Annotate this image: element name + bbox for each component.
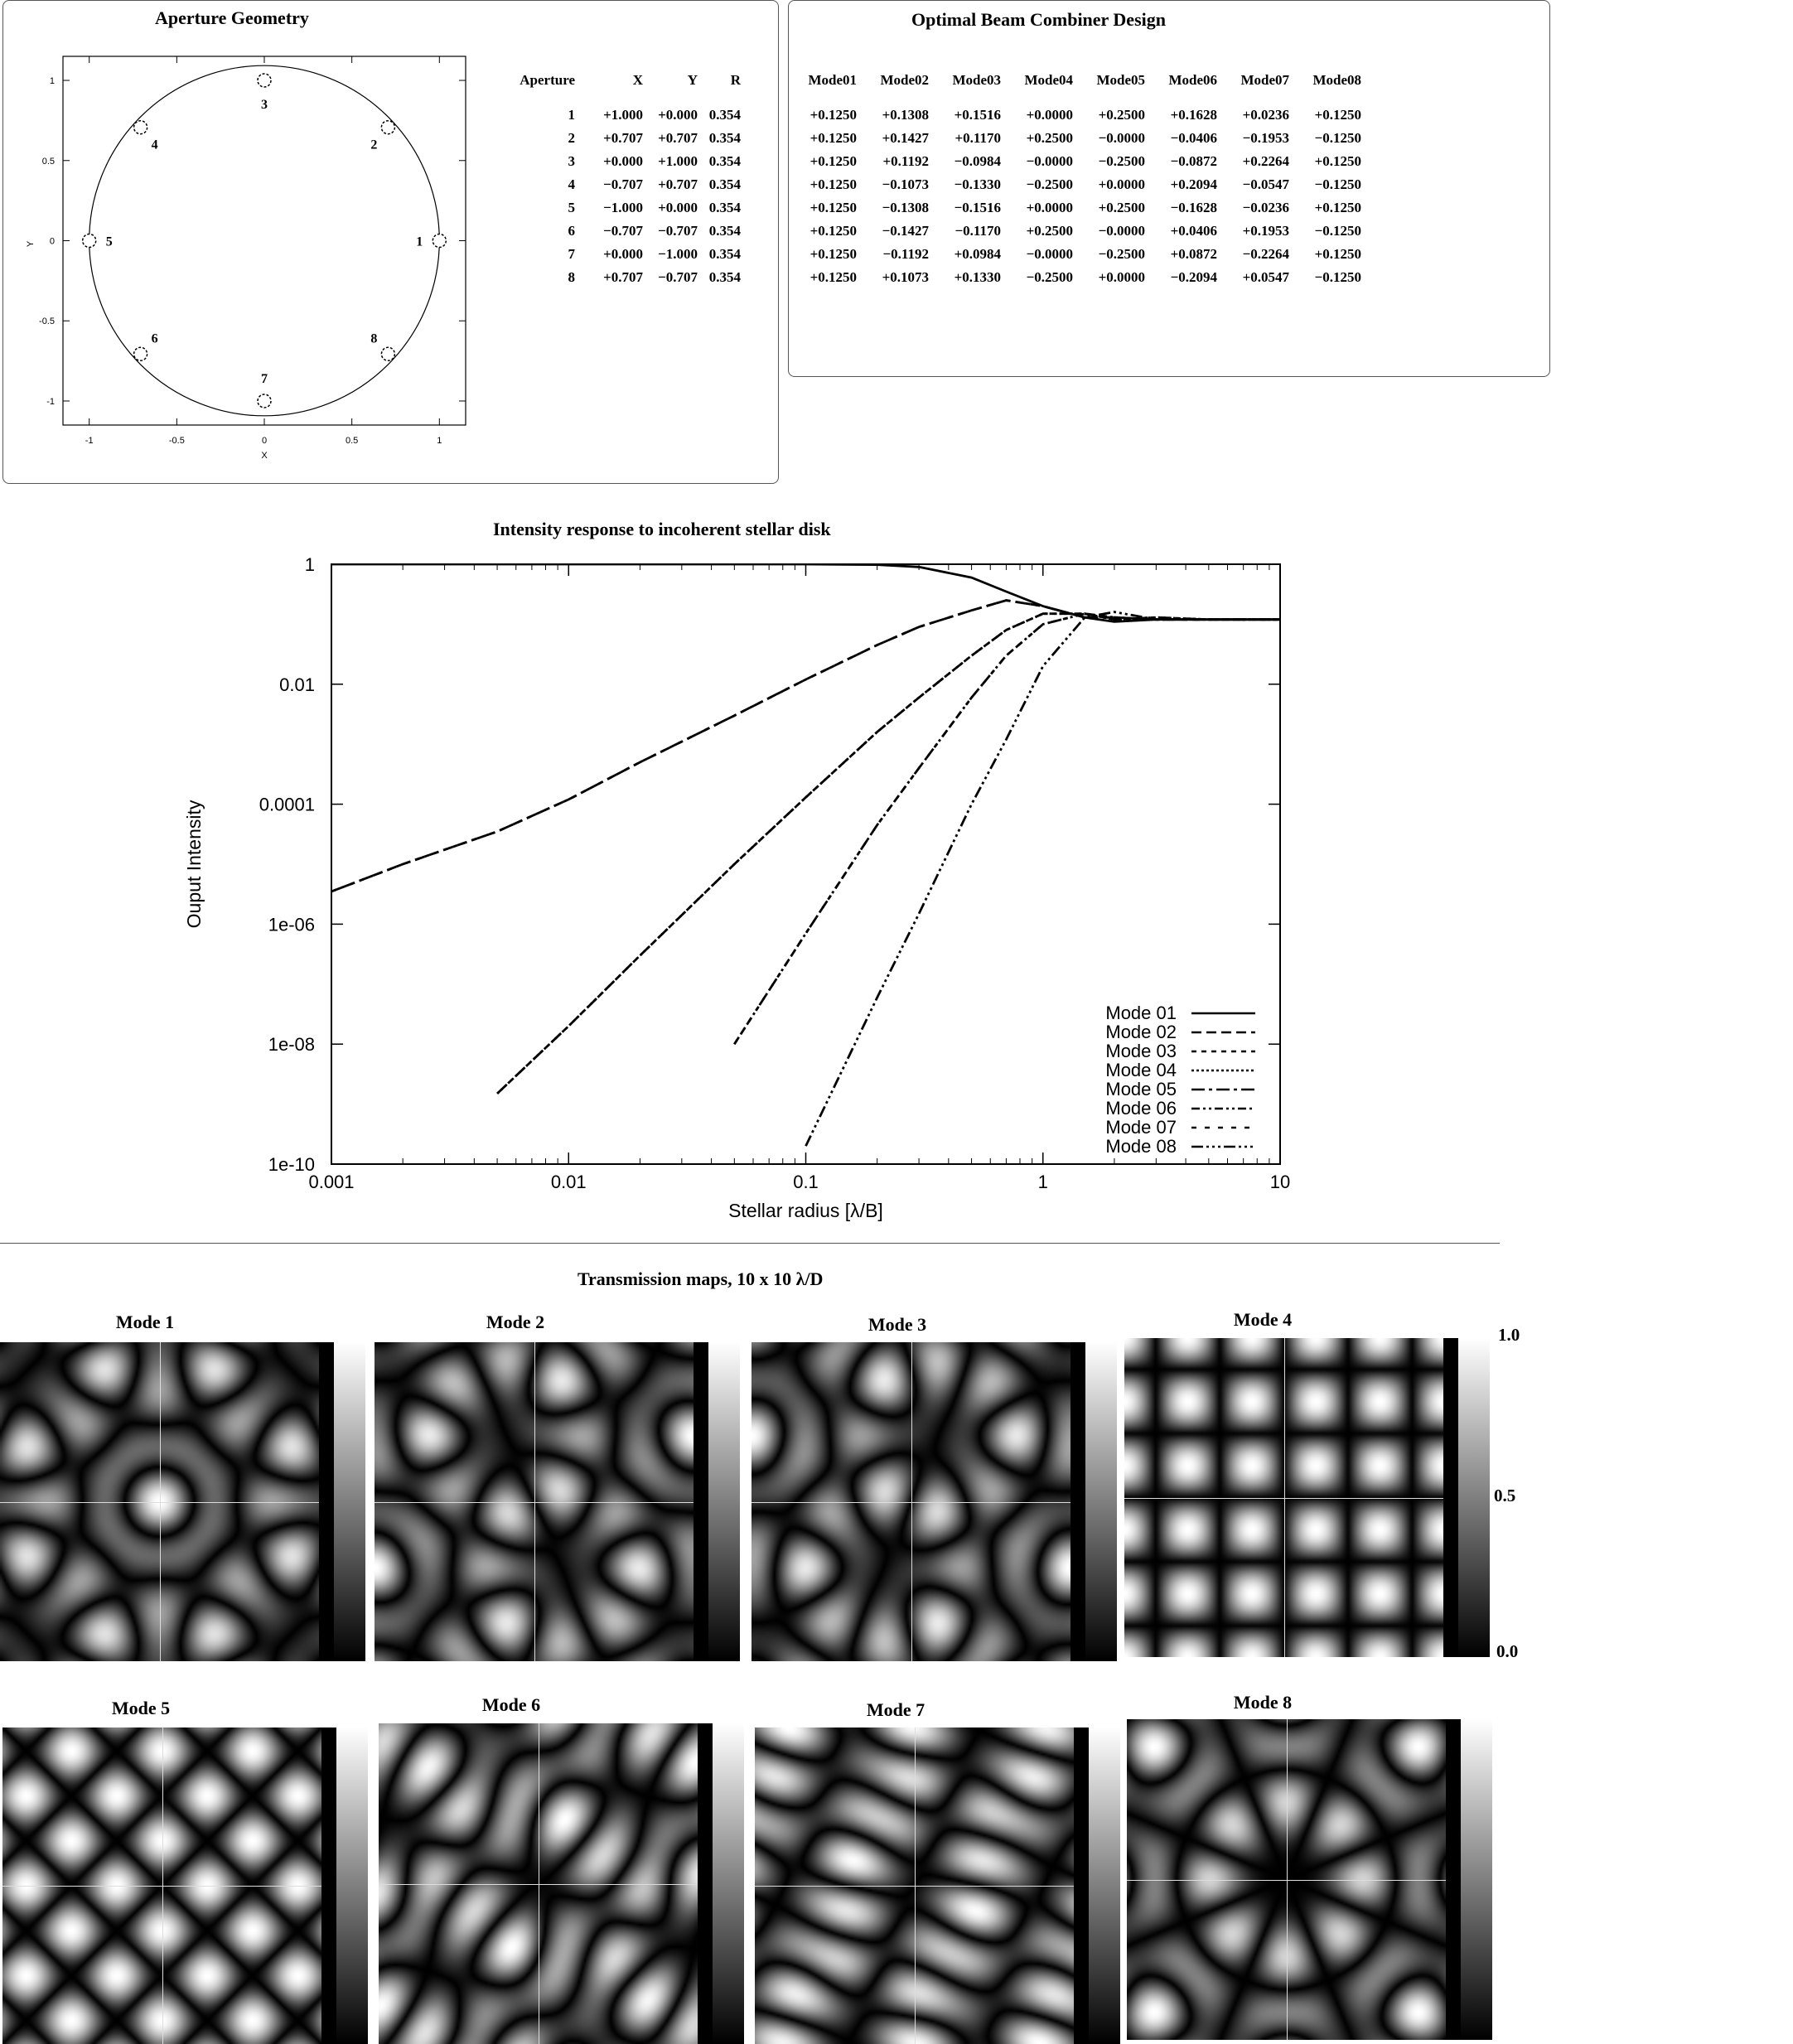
- combiner-table-header-0: Mode01: [808, 72, 857, 88]
- colorbar-edge: [1074, 1727, 1089, 2044]
- combiner-table-cell: +0.1192: [882, 153, 929, 169]
- table-row: [509, 127, 741, 150]
- map-crosshair-v: [534, 1342, 535, 1661]
- aperture-table-cell: −1.000: [603, 200, 643, 215]
- map-crosshair-v: [915, 1727, 916, 2044]
- combiner-table-cell: −0.1192: [882, 246, 929, 262]
- aperture-ring: [89, 65, 440, 416]
- combiner-table-cell: −0.1516: [954, 200, 1001, 215]
- combiner-table-cell: +0.2500: [1098, 107, 1145, 123]
- combiner-table-cell: −0.2500: [1026, 176, 1073, 192]
- aperture-table: [509, 72, 741, 289]
- combiner-table-header-1: Mode02: [880, 72, 929, 88]
- legend-label-mode-08: Mode 08: [1105, 1136, 1177, 1157]
- aperture-1-label: 1: [416, 234, 423, 249]
- combiner-panel-title: Optimal Beam Combiner Design: [911, 9, 1166, 30]
- colorbar: [1089, 1727, 1120, 2044]
- table-row: [509, 266, 741, 289]
- table-row: [795, 173, 1361, 196]
- aperture-table-cell: −0.707: [658, 269, 698, 285]
- combiner-table-cell: +0.2500: [1026, 130, 1073, 146]
- chart-xtick-label: 1: [1037, 1172, 1048, 1192]
- table-row: [795, 266, 1361, 289]
- aperture-4-label: 4: [151, 138, 158, 152]
- chart-ylabel: Ouput Intensity: [183, 800, 205, 929]
- combiner-panel: [788, 0, 1550, 377]
- colorbar-label-min: 0.0: [1496, 1641, 1519, 1661]
- chart-ytick-label: 0.0001: [259, 794, 315, 815]
- aperture-8-marker: [381, 347, 394, 360]
- map-title-mode-4: Mode 4: [1233, 1309, 1293, 1330]
- combiner-table-cell: −0.0984: [954, 153, 1001, 169]
- aperture-table-cell: −0.707: [603, 176, 643, 192]
- combiner-table-cell: −0.1308: [882, 200, 929, 215]
- table-row: [795, 220, 1361, 243]
- aperture-xtick-label: 1: [437, 436, 442, 446]
- map-crosshair-v: [162, 1727, 163, 2044]
- transmission-map-mode-1: [0, 1342, 319, 1661]
- combiner-table-cell: −0.1427: [882, 223, 929, 239]
- chart-ytick-label: 1e-06: [268, 914, 315, 935]
- combiner-table-cell: −0.0236: [1242, 200, 1289, 215]
- aperture-ytick-label: 1: [49, 76, 55, 87]
- table-row: [509, 243, 741, 266]
- aperture-1-marker: [433, 234, 446, 248]
- combiner-table-cell: +0.1427: [882, 130, 929, 146]
- combiner-table-cell: +0.1250: [810, 223, 857, 239]
- aperture-2-marker: [381, 121, 394, 134]
- combiner-table-cell: +0.0872: [1170, 246, 1217, 262]
- colorbar: [1458, 1338, 1490, 1657]
- colorbar-label-max: 1.0: [1498, 1325, 1520, 1345]
- aperture-table-cell: 0.354: [708, 223, 741, 239]
- aperture-table-cell: −0.707: [658, 223, 698, 239]
- colorbar-edge: [319, 1342, 334, 1661]
- transmission-map-mode-6: [379, 1723, 698, 2044]
- series-line-mode-03: [331, 601, 1280, 892]
- legend-label-mode-06: Mode 06: [1105, 1098, 1177, 1119]
- legend-label-mode-02: Mode 02: [1105, 1022, 1177, 1042]
- aperture-7-marker: [258, 394, 271, 408]
- aperture-5-label: 5: [105, 234, 113, 249]
- aperture-table-header-1: X: [632, 72, 643, 88]
- combiner-table-cell: +0.0000: [1026, 107, 1073, 123]
- colorbar-edge: [694, 1342, 708, 1661]
- colorbar: [1461, 1719, 1492, 2040]
- combiner-table-cell: +0.1250: [810, 107, 857, 123]
- table-row: [795, 243, 1361, 266]
- combiner-table-cell: +0.0000: [1026, 200, 1073, 215]
- aperture-table-cell: 3: [568, 153, 575, 169]
- combiner-table-cell: −0.2500: [1098, 153, 1145, 169]
- aperture-xlabel: X: [261, 451, 268, 461]
- map-crosshair-v: [1287, 1719, 1288, 2040]
- combiner-table-header-2: Mode03: [952, 72, 1001, 88]
- aperture-table-cell: 0.354: [708, 153, 741, 169]
- series-line-mode-07: [734, 614, 1280, 1044]
- aperture-xtick-label: 0: [261, 436, 268, 446]
- combiner-table-cell: −0.1250: [1314, 130, 1361, 146]
- aperture-table-cell: 6: [568, 223, 575, 239]
- aperture-6-label: 6: [151, 331, 158, 346]
- legend-label-mode-01: Mode 01: [1105, 1003, 1177, 1023]
- aperture-table-cell: −1.000: [658, 246, 698, 262]
- aperture-3-label: 3: [261, 98, 268, 113]
- aperture-ytick-label: 0.5: [41, 156, 55, 167]
- aperture-xtick-label: 0.5: [346, 436, 359, 446]
- legend-label-mode-05: Mode 05: [1105, 1079, 1177, 1099]
- combiner-table-cell: +0.1170: [954, 130, 1001, 146]
- colorbar-edge: [698, 1723, 713, 2044]
- maps-title: Transmission maps, 10 x 10 λ/D: [578, 1268, 824, 1289]
- aperture-table-cell: 0.354: [708, 269, 741, 285]
- map-crosshair-v: [160, 1342, 161, 1661]
- section-divider: [0, 1243, 1500, 1244]
- combiner-table-header-7: Mode08: [1312, 72, 1361, 88]
- map-title-mode-2: Mode 2: [486, 1312, 545, 1332]
- transmission-map-mode-4: [1124, 1338, 1443, 1657]
- chart-xlabel: Stellar radius [λ/B]: [728, 1200, 883, 1221]
- combiner-table-cell: −0.2500: [1026, 269, 1073, 285]
- combiner-table-cell: +0.1308: [882, 107, 929, 123]
- aperture-table-header-0: Aperture: [520, 72, 575, 88]
- aperture-table-cell: +0.707: [603, 130, 643, 146]
- table-row: [509, 150, 741, 173]
- aperture-table-cell: 7: [568, 246, 575, 262]
- chart-xtick-label: 0.001: [308, 1172, 355, 1192]
- combiner-table-cell: +0.0000: [1098, 176, 1145, 192]
- combiner-table-cell: +0.1250: [1314, 246, 1361, 262]
- colorbar: [713, 1723, 744, 2044]
- chart-ytick-label: 1e-10: [268, 1154, 315, 1175]
- combiner-table-cell: +0.1250: [810, 176, 857, 192]
- intensity-chart: [166, 539, 1508, 1251]
- combiner-table-cell: +0.0406: [1170, 223, 1217, 239]
- combiner-table: [795, 72, 1361, 289]
- combiner-table-cell: −0.1330: [954, 176, 1001, 192]
- combiner-table-cell: −0.0547: [1242, 176, 1289, 192]
- aperture-table-cell: +0.707: [658, 176, 698, 192]
- combiner-table-cell: −0.0000: [1026, 153, 1073, 169]
- chart-xtick-label: 10: [1269, 1172, 1291, 1192]
- colorbar-edge: [321, 1727, 336, 2044]
- map-crosshair-v: [1284, 1338, 1285, 1657]
- legend-label-mode-07: Mode 07: [1105, 1117, 1177, 1138]
- combiner-table-cell: +0.1250: [810, 130, 857, 146]
- combiner-table-cell: +0.1073: [882, 269, 929, 285]
- map-title-mode-8: Mode 8: [1233, 1692, 1293, 1713]
- map-title-mode-3: Mode 3: [868, 1314, 927, 1335]
- aperture-table-cell: 0.354: [708, 246, 741, 262]
- combiner-table-cell: +0.1250: [810, 200, 857, 215]
- combiner-table-cell: +0.1250: [810, 246, 857, 262]
- aperture-table-cell: +0.707: [658, 130, 698, 146]
- aperture-panel: [2, 0, 779, 484]
- combiner-table-cell: −0.0000: [1026, 246, 1073, 262]
- aperture-table-cell: +0.000: [658, 107, 698, 123]
- aperture-3-marker: [258, 74, 271, 87]
- map-title-mode-1: Mode 1: [115, 1312, 175, 1332]
- aperture-table-cell: 0.354: [708, 200, 741, 215]
- aperture-ylabel: Y: [26, 240, 36, 248]
- combiner-table-cell: +0.0000: [1098, 269, 1145, 285]
- combiner-table-header-4: Mode05: [1096, 72, 1145, 88]
- combiner-table-cell: +0.0547: [1242, 269, 1289, 285]
- combiner-table-cell: −0.1073: [882, 176, 929, 192]
- aperture-table-cell: +0.707: [603, 269, 643, 285]
- table-row: [795, 196, 1361, 220]
- transmission-map-mode-3: [752, 1342, 1070, 1661]
- table-row: [509, 173, 741, 196]
- combiner-table-header-6: Mode07: [1240, 72, 1289, 88]
- combiner-table-cell: +0.0984: [954, 246, 1001, 262]
- combiner-table-cell: −0.0872: [1170, 153, 1217, 169]
- map-title-mode-5: Mode 5: [111, 1698, 171, 1718]
- legend-label-mode-04: Mode 04: [1105, 1060, 1177, 1080]
- aperture-plot: [3, 1, 467, 473]
- aperture-table-cell: 8: [568, 269, 575, 285]
- transmission-map-mode-8: [1127, 1719, 1446, 2040]
- aperture-5-marker: [83, 234, 96, 248]
- transmission-map-mode-2: [375, 1342, 694, 1661]
- combiner-table-cell: +0.1250: [810, 153, 857, 169]
- combiner-table-cell: +0.2500: [1098, 200, 1145, 215]
- map-title-mode-7: Mode 7: [866, 1699, 925, 1720]
- aperture-panel-title: Aperture Geometry: [155, 7, 309, 28]
- table-row: [795, 150, 1361, 173]
- combiner-table-cell: +0.2500: [1026, 223, 1073, 239]
- combiner-table-cell: −0.1250: [1314, 223, 1361, 239]
- combiner-table-cell: −0.1250: [1314, 176, 1361, 192]
- combiner-table-cell: +0.1250: [810, 269, 857, 285]
- series-line-mode-06: [734, 614, 1280, 1044]
- aperture-table-cell: 5: [568, 200, 575, 215]
- combiner-table-cell: +0.1250: [1314, 200, 1361, 215]
- table-row: [795, 104, 1361, 127]
- series-line-mode-08: [806, 612, 1281, 1147]
- combiner-table-cell: +0.2094: [1170, 176, 1217, 192]
- aperture-table-cell: 0.354: [708, 176, 741, 192]
- legend-label-mode-03: Mode 03: [1105, 1041, 1177, 1061]
- colorbar: [334, 1342, 365, 1661]
- colorbar-edge: [1070, 1342, 1085, 1661]
- combiner-table-cell: −0.1170: [954, 223, 1001, 239]
- aperture-table-header-3: R: [730, 72, 741, 88]
- combiner-table-header-3: Mode04: [1024, 72, 1073, 88]
- table-row: [509, 196, 741, 220]
- aperture-table-cell: +0.000: [658, 200, 698, 215]
- combiner-table-cell: +0.2264: [1242, 153, 1289, 169]
- aperture-6-marker: [134, 347, 147, 360]
- aperture-table-cell: +0.000: [603, 153, 643, 169]
- aperture-table-cell: 0.354: [708, 107, 741, 123]
- aperture-table-header-2: Y: [687, 72, 698, 88]
- aperture-8-label: 8: [370, 331, 378, 346]
- colorbar-edge: [1446, 1719, 1461, 2040]
- table-row: [509, 104, 741, 127]
- combiner-table-cell: −0.2500: [1098, 246, 1145, 262]
- combiner-table-header-5: Mode06: [1168, 72, 1217, 88]
- transmission-map-mode-7: [755, 1727, 1074, 2044]
- aperture-table-cell: +0.000: [603, 246, 643, 262]
- table-row: [795, 127, 1361, 150]
- colorbar: [1085, 1342, 1117, 1661]
- map-crosshair-v: [911, 1342, 912, 1661]
- aperture-table-cell: 2: [568, 130, 575, 146]
- aperture-2-label: 2: [370, 138, 378, 152]
- map-title-mode-6: Mode 6: [481, 1694, 541, 1715]
- aperture-table-cell: 0.354: [708, 130, 741, 146]
- combiner-table-cell: −0.2264: [1242, 246, 1289, 262]
- colorbar: [336, 1727, 368, 2044]
- combiner-table-cell: +0.1628: [1170, 107, 1217, 123]
- combiner-table-cell: +0.1250: [1314, 107, 1361, 123]
- combiner-table-cell: +0.1953: [1242, 223, 1289, 239]
- aperture-ytick-label: -0.5: [39, 317, 55, 327]
- combiner-table-cell: −0.0000: [1098, 130, 1145, 146]
- combiner-table-cell: −0.0406: [1170, 130, 1217, 146]
- combiner-table-cell: −0.2094: [1170, 269, 1217, 285]
- combiner-table-cell: +0.1330: [954, 269, 1001, 285]
- aperture-table-cell: 1: [568, 107, 575, 123]
- combiner-table-cell: −0.0000: [1098, 223, 1145, 239]
- series-line-mode-02: [331, 601, 1280, 892]
- combiner-table-cell: +0.1516: [954, 107, 1001, 123]
- chart-xtick-label: 0.1: [793, 1172, 819, 1192]
- chart-ytick-label: 0.01: [279, 674, 315, 695]
- chart-ytick-label: 1: [304, 554, 315, 575]
- colorbar: [708, 1342, 740, 1661]
- aperture-table-cell: +1.000: [658, 153, 698, 169]
- aperture-table-cell: 4: [568, 176, 575, 192]
- aperture-ytick-label: -1: [46, 396, 55, 407]
- colorbar-edge: [1443, 1338, 1458, 1657]
- combiner-table-cell: +0.1250: [1314, 153, 1361, 169]
- chart-title: Intensity response to incoherent stellar disk: [493, 519, 831, 539]
- combiner-table-cell: −0.1953: [1242, 130, 1289, 146]
- combiner-table-cell: +0.0236: [1242, 107, 1289, 123]
- combiner-table-cell: −0.1250: [1314, 269, 1361, 285]
- colorbar-label-mid: 0.5: [1494, 1486, 1516, 1505]
- chart-xtick-label: 0.01: [550, 1172, 587, 1192]
- aperture-4-marker: [134, 121, 147, 134]
- aperture-xtick-label: -1: [85, 436, 94, 446]
- aperture-table-cell: +1.000: [603, 107, 643, 123]
- aperture-xtick-label: -0.5: [168, 436, 185, 446]
- aperture-ytick-label: 0: [49, 236, 55, 247]
- table-row: [509, 220, 741, 243]
- chart-ytick-label: 1e-08: [268, 1034, 315, 1056]
- aperture-table-cell: −0.707: [603, 223, 643, 239]
- combiner-table-cell: −0.1628: [1170, 200, 1217, 215]
- aperture-7-label: 7: [261, 371, 268, 386]
- transmission-map-mode-5: [2, 1727, 321, 2044]
